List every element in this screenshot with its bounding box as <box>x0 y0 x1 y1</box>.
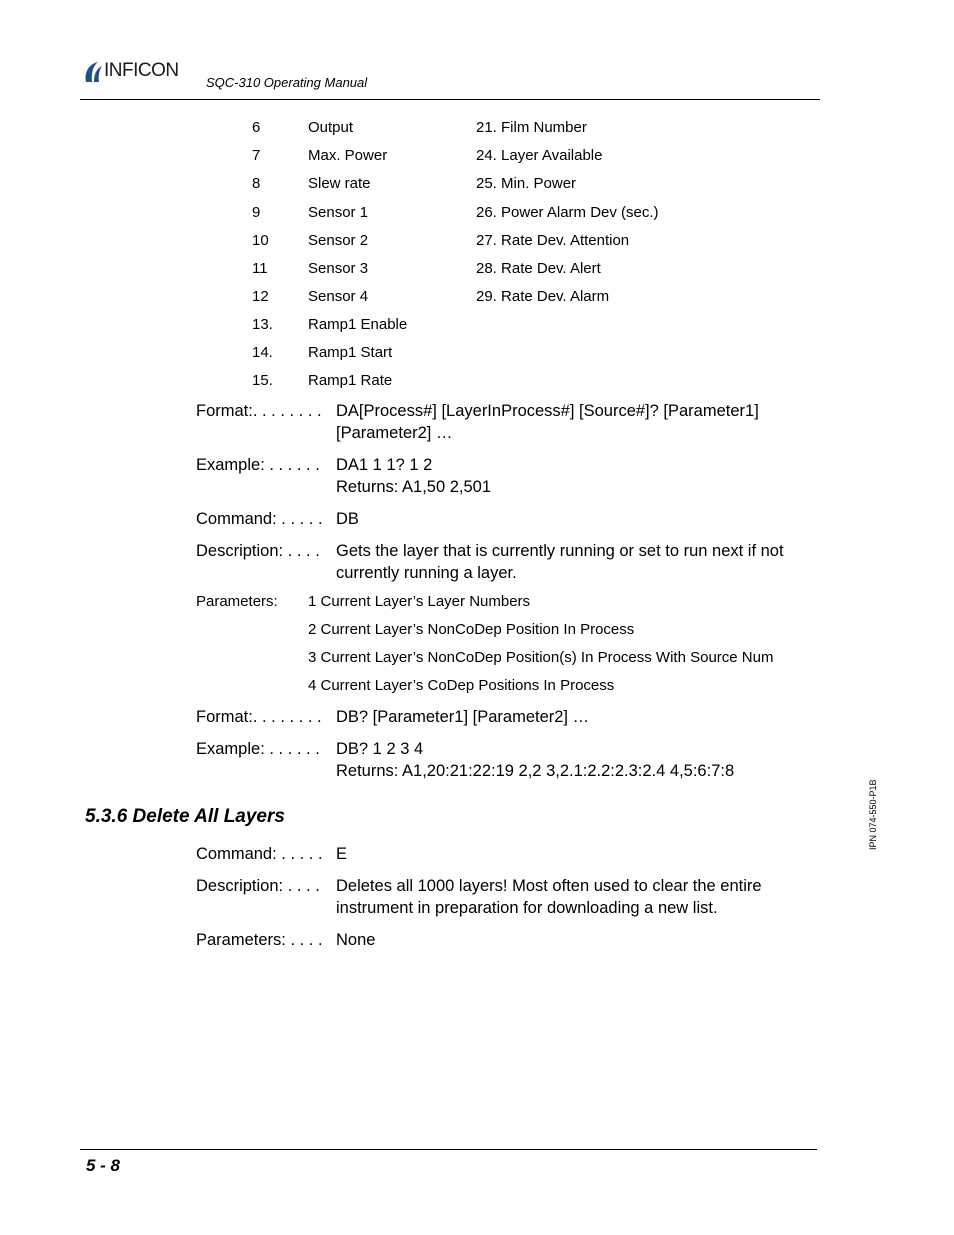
table-row-right: 25. Min. Power <box>476 175 577 192</box>
page-number: 5 - 8 <box>86 1156 121 1175</box>
table-row-num: 9 <box>252 204 261 221</box>
e-description-value: Deletes all 1000 layers! Most often used to clear the entire <box>336 877 762 895</box>
da-format-label: Format:. . . . . . . . <box>196 402 322 420</box>
db-parameter-item: 3 Current Layer’s NonCoDep Position(s) In Process With Source Num <box>308 649 774 666</box>
table-row-name: Sensor 4 <box>308 288 369 305</box>
db-description-label: Description: . . . . <box>196 542 320 560</box>
db-parameter-item: 1 Current Layer’s Layer Numbers <box>308 593 531 610</box>
table-row-num: 6 <box>252 119 261 136</box>
da-example-returns: Returns: A1,50 2,501 <box>336 478 492 496</box>
table-row-right: 28. Rate Dev. Alert <box>476 260 601 277</box>
table-row-name: Output <box>308 119 354 136</box>
db-description-value-cont: currently running a layer. <box>336 564 517 582</box>
table-row-num: 13. <box>252 316 273 333</box>
table-row-num: 11 <box>252 260 268 277</box>
table-row-name: Ramp1 Start <box>308 344 393 361</box>
da-format-value: DA[Process#] [LayerInProcess#] [Source#]? [Parameter1] <box>336 402 759 420</box>
da-example-value: DA1 1 1? 1 2 <box>336 456 433 474</box>
db-command-label: Command: . . . . . <box>196 510 323 528</box>
table-row-num: 10 <box>252 232 269 249</box>
table-row-name: Sensor 3 <box>308 260 369 277</box>
da-example-label: Example: . . . . . . <box>196 456 320 474</box>
table-row-name: Slew rate <box>308 175 371 192</box>
table-row-name: Sensor 1 <box>308 204 369 221</box>
table-row-name: Sensor 2 <box>308 232 369 249</box>
e-parameters-label: Parameters: . . . . <box>196 931 323 949</box>
table-row-name: Max. Power <box>308 147 388 164</box>
table-row-right: 24. Layer Available <box>476 147 603 164</box>
db-format-value: DB? [Parameter1] [Parameter2] … <box>336 708 590 726</box>
table-row-right: 26. Power Alarm Dev (sec.) <box>476 204 659 221</box>
logo-text: INFICON <box>104 60 179 81</box>
e-command-label: Command: . . . . . <box>196 845 323 863</box>
section-heading: 5.3.6 Delete All Layers <box>85 806 285 827</box>
manual-title: SQC-310 Operating Manual <box>206 75 368 90</box>
db-format-label: Format:. . . . . . . . <box>196 708 322 726</box>
table-row-right: 21. Film Number <box>476 119 587 136</box>
footer-rule <box>80 1149 817 1150</box>
db-description-value: Gets the layer that is currently running or set to run next if not <box>336 542 784 560</box>
inficon-logo-icon <box>82 60 104 84</box>
e-parameters-value: None <box>336 931 376 949</box>
header-rule <box>80 99 820 100</box>
table-row-name: Ramp1 Enable <box>308 316 408 333</box>
da-format-value-cont: [Parameter2] … <box>336 424 453 442</box>
db-example-value: DB? 1 2 3 4 <box>336 740 424 758</box>
table-row-num: 12 <box>252 288 269 305</box>
db-parameter-item: 2 Current Layer’s NonCoDep Position In Process <box>308 621 635 638</box>
table-row-num: 14. <box>252 344 273 361</box>
db-example-returns: Returns: A1,20:21:22:19 2,2 3,2.1:2.2:2.3:2.4 4,5:6:7:8 <box>336 762 735 780</box>
table-row-right: 29. Rate Dev. Alarm <box>476 288 610 305</box>
db-example-label: Example: . . . . . . <box>196 740 320 758</box>
table-row-right: 27. Rate Dev. Attention <box>476 232 630 249</box>
db-command-value: DB <box>336 510 359 528</box>
db-parameter-item: 4 Current Layer’s CoDep Positions In Process <box>308 677 615 694</box>
e-description-value-cont: instrument in preparation for downloading a new list. <box>336 899 718 917</box>
ipn-side-note: IPN 074-550-P1B <box>868 779 878 850</box>
table-row-num: 8 <box>252 175 261 192</box>
table-row-name: Ramp1 Rate <box>308 372 393 389</box>
e-description-label: Description: . . . . <box>196 877 320 895</box>
e-command-value: E <box>336 845 348 863</box>
db-parameters-label: Parameters: <box>196 593 278 610</box>
table-row-num: 15. <box>252 372 273 389</box>
table-row-num: 7 <box>252 147 261 164</box>
